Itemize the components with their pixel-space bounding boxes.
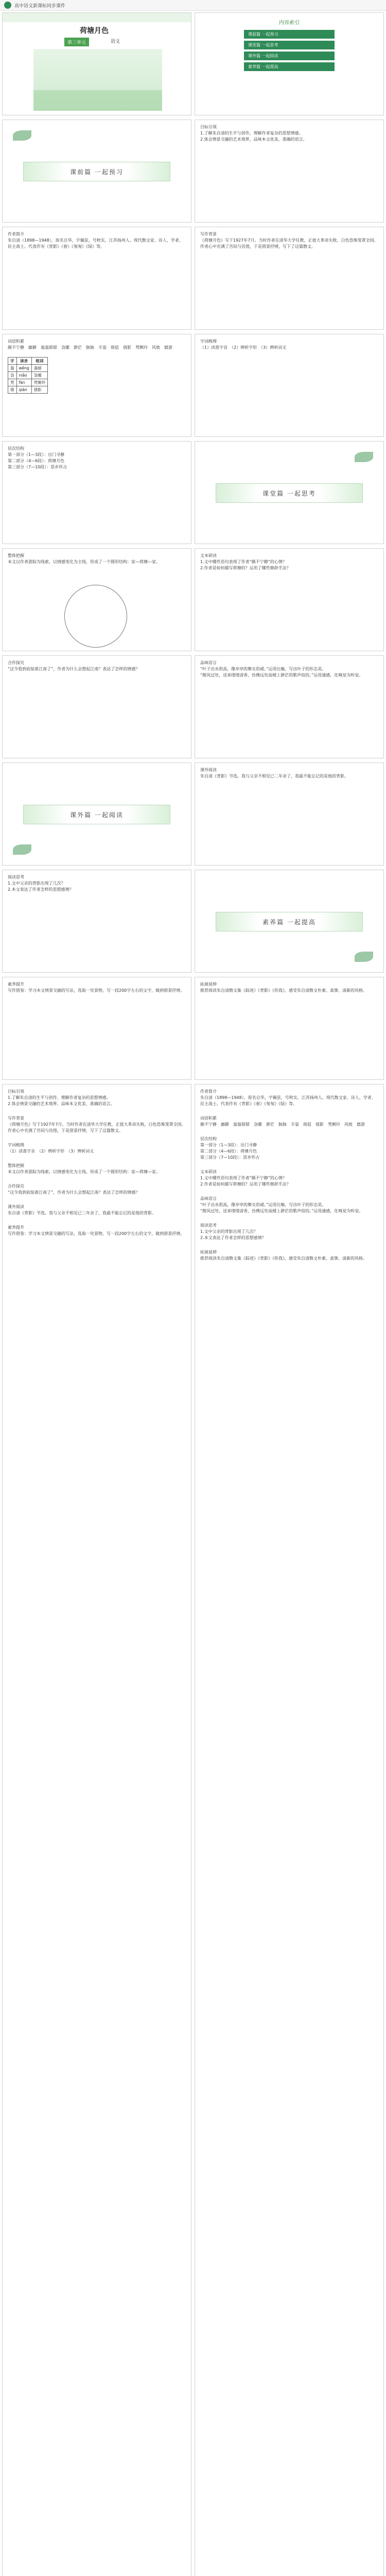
contents-item[interactable]: 素养篇 一起提高 xyxy=(244,62,335,71)
school-logo xyxy=(4,2,11,9)
table-cell: fàn xyxy=(16,379,31,386)
table-header: 读音 xyxy=(16,358,31,365)
subject-label: 语文 xyxy=(111,39,120,44)
text-slide xyxy=(195,120,384,223)
table-cell: 倩 xyxy=(8,386,17,394)
leaf-decoration xyxy=(355,952,373,962)
slide-text: 层次结构 第一部分（1—3段）：出门寻静 第二部分（4—6段）：荷塘月色 第三部分（7—10段）：思乡怀古 xyxy=(8,446,67,469)
slide-text: 作者简介 朱自清（1898—1948），原名自华，字佩弦，号秋实，江苏扬州人。现代散文家、诗人、学者、民主战士。代表作有《背影》《春》《匆匆》《绿》等。 xyxy=(200,1089,376,1106)
table-cell: 倩影 xyxy=(31,386,48,394)
slide-text: 写作背景 《荷塘月色》写于1927年7月。当时作者在清华大学任教，正值大革命失败，白色恐怖笼罩全国。作者心中充满了苦闷与彷徨，于是借景抒情，写下了这篇散文。 xyxy=(200,232,378,249)
section-title: 课堂篇 一起思考 xyxy=(262,489,316,497)
unit-badge: 第三单元 xyxy=(64,38,89,46)
text-slide xyxy=(195,655,384,758)
row-7 xyxy=(0,655,386,758)
slide-text: 作者简介 朱自清（1898—1948），原名自华，字佩弦，号秋实，江苏扬州人。现代散文家、诗人、学者、民主战士。代表作有《背影》《春》《匆匆》《绿》等。 xyxy=(8,232,183,249)
row-8 xyxy=(0,762,386,866)
text-slide xyxy=(195,334,384,437)
title-slide xyxy=(2,12,191,115)
table-row xyxy=(8,386,48,394)
leaf-decoration xyxy=(13,130,31,141)
table-cell: qiàn xyxy=(16,386,31,394)
slide-text: 词语积累 颇不宁静 幽僻 蓊蓊郁郁 袅娜 渺茫 脉脉 丰姿 斑驳 倩影 梵婀玲 风致 嬉游 xyxy=(8,339,172,350)
leaf-decoration xyxy=(355,452,373,462)
slide-text: 字词梳理 （1）读准字音 （2）辨析字形 （3）辨析词义 xyxy=(200,339,287,350)
slide-text: 词语积累 颇不宁静 幽僻 蓊蓊郁郁 袅娜 渺茫 脉脉 丰姿 斑驳 倩影 梵婀玲 风致 嬉游 xyxy=(200,1116,365,1127)
row-9 xyxy=(0,870,386,973)
section-band xyxy=(23,805,170,824)
table-cell: 蓊郁 xyxy=(31,365,48,372)
section-slide-read xyxy=(2,762,191,866)
slide-text: 写作背景 《荷塘月色》写于1927年7月。当时作者在清华大学任教，正值大革命失败，白色恐怖笼罩全国。作者心中充满了苦闷与彷徨，于是借景抒情，写下了这篇散文。 xyxy=(8,1116,186,1133)
slide-text: 字词梳理 （1）读准字音 （2）辨析字形 （3）辨析词义 xyxy=(8,1143,94,1154)
section-band xyxy=(23,162,170,181)
text-slide xyxy=(2,870,191,973)
section-slide-preview xyxy=(2,120,191,223)
text-slide xyxy=(195,227,384,330)
section-title: 素养篇 一起提高 xyxy=(262,918,316,926)
slide-text: 整体把握 本文以作者游踪为线索，以情感变化为主线，形成了一个圆形结构：家—荷塘—家。 xyxy=(8,1163,160,1174)
page-header xyxy=(0,0,386,11)
contents-slide xyxy=(195,12,384,115)
table-cell: niǎo xyxy=(16,372,31,379)
row-6 xyxy=(0,548,386,651)
table-cell: 梵婀玲 xyxy=(31,379,48,386)
header-text: 高中语文新课标同步课件 xyxy=(14,4,66,9)
section-band xyxy=(216,912,363,931)
text-slide xyxy=(2,441,191,544)
slide-text: 品味语言 “叶子出水很高，像亭亭的舞女的裙。”运用比喻，写出叶子的形态美。 “微风过处，送来缕缕清香，仿佛远处高楼上渺茫的歌声似的。”运用通感，化嗅觉为听觉。 xyxy=(200,1196,363,1213)
contents-item[interactable]: 课外篇 一起阅读 xyxy=(244,52,335,60)
text-column-left xyxy=(2,1084,191,2576)
slide-text: 品味语言 “叶子出水很高，像亭亭的舞女的裙。”运用比喻，写出叶子的形态美。 “微风过处，送来缕缕清香，仿佛远处高楼上渺茫的歌声似的。”运用通感，化嗅觉为听觉。 xyxy=(200,660,363,677)
slide-text: 文本研读 1.文中哪些语句表现了作者“颇不宁静”的心情？ 2.作者是如何描写荷塘的？运用了哪些修辞手法？ xyxy=(200,1170,291,1187)
row-3 xyxy=(0,227,386,330)
section-slide-think xyxy=(195,441,384,544)
slide-text: 拓展延伸 推荐阅读朱自清散文集《踪迹》《背影》《你我》，感受朱自清散文朴素、真挚、清新的风格。 xyxy=(200,982,367,993)
contents-item[interactable]: 课堂篇 一起思考 xyxy=(244,41,335,49)
slide-text: 层次结构 第一部分（1—3段）：出门寻静 第二部分（4—6段）：荷塘月色 第三部分（7—10段）：思乡怀古 xyxy=(200,1137,260,1160)
contents-item[interactable]: 课前篇 一起预习 xyxy=(244,30,335,39)
table-header: 字 xyxy=(8,358,17,365)
table-row xyxy=(8,379,48,386)
text-slide xyxy=(195,548,384,651)
table-row xyxy=(8,372,48,379)
slide-text: 素养提升 写作借鉴：学习本文情景交融的写法，选取一处景物，写一段200字左右的文字，做到借景抒情。 xyxy=(8,982,185,993)
table-cell: 袅 xyxy=(8,372,17,379)
slide-text: 课外阅读 朱自清《背影》节选。我与父亲不相见已二年余了，我最不能忘记的是他的背影。 xyxy=(200,768,348,778)
long-content-area xyxy=(0,1084,386,2576)
row-10 xyxy=(0,977,386,1080)
slide-text: 目标引领 1.了解朱自清的生平与创作，理解作者复杂的思想情感。 2.体会情景交融的艺术境界，品味本文优美、准确的语言。 xyxy=(8,1089,115,1106)
table-slide xyxy=(2,334,191,437)
text-slide xyxy=(2,227,191,330)
slide-text: 目标引领 1.了解朱自清的生平与创作，理解作者复杂的思想情感。 2.体会情景交融的艺术境界，品味本文优美、准确的语言。 xyxy=(200,125,307,142)
lesson-title: 荷塘月色 xyxy=(80,27,109,35)
slide-text: 文本研读 1.文中哪些语句表现了作者“颇不宁静”的心情？ 2.作者是如何描写荷塘的？运用了哪些修辞手法？ xyxy=(200,553,291,570)
text-slide xyxy=(195,762,384,866)
row-4 xyxy=(0,334,386,437)
table-cell: 蓊 xyxy=(8,365,17,372)
table-cell: wěng xyxy=(16,365,31,372)
diagram-slide xyxy=(2,548,191,651)
text-slide xyxy=(2,655,191,758)
text-slide xyxy=(195,977,384,1080)
slide-text: 拓展延伸 推荐阅读朱自清散文集《踪迹》《背影》《你我》，感受朱自清散文朴素、真挚、清新的风格。 xyxy=(200,1250,367,1261)
slide-text: 课外阅读 朱自清《背影》节选。我与父亲不相见已二年余了，我最不能忘记的是他的背影。 xyxy=(8,1205,156,1215)
table-row xyxy=(8,365,48,372)
section-title: 课外篇 一起阅读 xyxy=(70,811,124,819)
contents-title: 内容索引 xyxy=(279,20,300,26)
text-column-right xyxy=(195,1084,384,2576)
slide-text: 阅读思考 1.文中父亲的背影出现了几次？ 2.本文表达了作者怎样的思想感情？ xyxy=(200,1223,266,1240)
slide-text: 合作探究 “这令我到底惦着江南了”，作者为什么会想起江南？表达了怎样的情感？ xyxy=(8,1184,140,1195)
slide-text: 阅读思考 1.文中父亲的背影出现了几次？ 2.本文表达了作者怎样的思想感情？ xyxy=(8,875,74,892)
slide-text: 整体把握 本文以作者游踪为线索，以情感变化为主线，形成了一个圆形结构：家—荷塘—家。 xyxy=(8,553,160,564)
row-2 xyxy=(0,120,386,223)
table-cell: 梵 xyxy=(8,379,17,386)
table-cell: 袅娜 xyxy=(31,372,48,379)
slide-text: 合作探究 “这令我到底惦着江南了”，作者为什么会想起江南？表达了怎样的情感？ xyxy=(8,660,140,671)
row-5 xyxy=(0,441,386,544)
structure-circle-diagram xyxy=(64,585,127,648)
slide-text: 素养提升 写作借鉴：学习本文情景交融的写法，选取一处景物，写一段200字左右的文字，做到借景抒情。 xyxy=(8,1225,185,1236)
section-slide-improve xyxy=(195,870,384,973)
text-slide xyxy=(2,977,191,1080)
table-header: 组词 xyxy=(31,358,48,365)
row-1 xyxy=(0,12,386,115)
pond-water xyxy=(33,90,162,111)
leaf-decoration xyxy=(13,844,31,855)
section-title: 课前篇 一起预习 xyxy=(70,168,124,176)
section-band xyxy=(216,483,363,503)
title-bar xyxy=(3,13,191,22)
vocab-table xyxy=(8,357,48,394)
